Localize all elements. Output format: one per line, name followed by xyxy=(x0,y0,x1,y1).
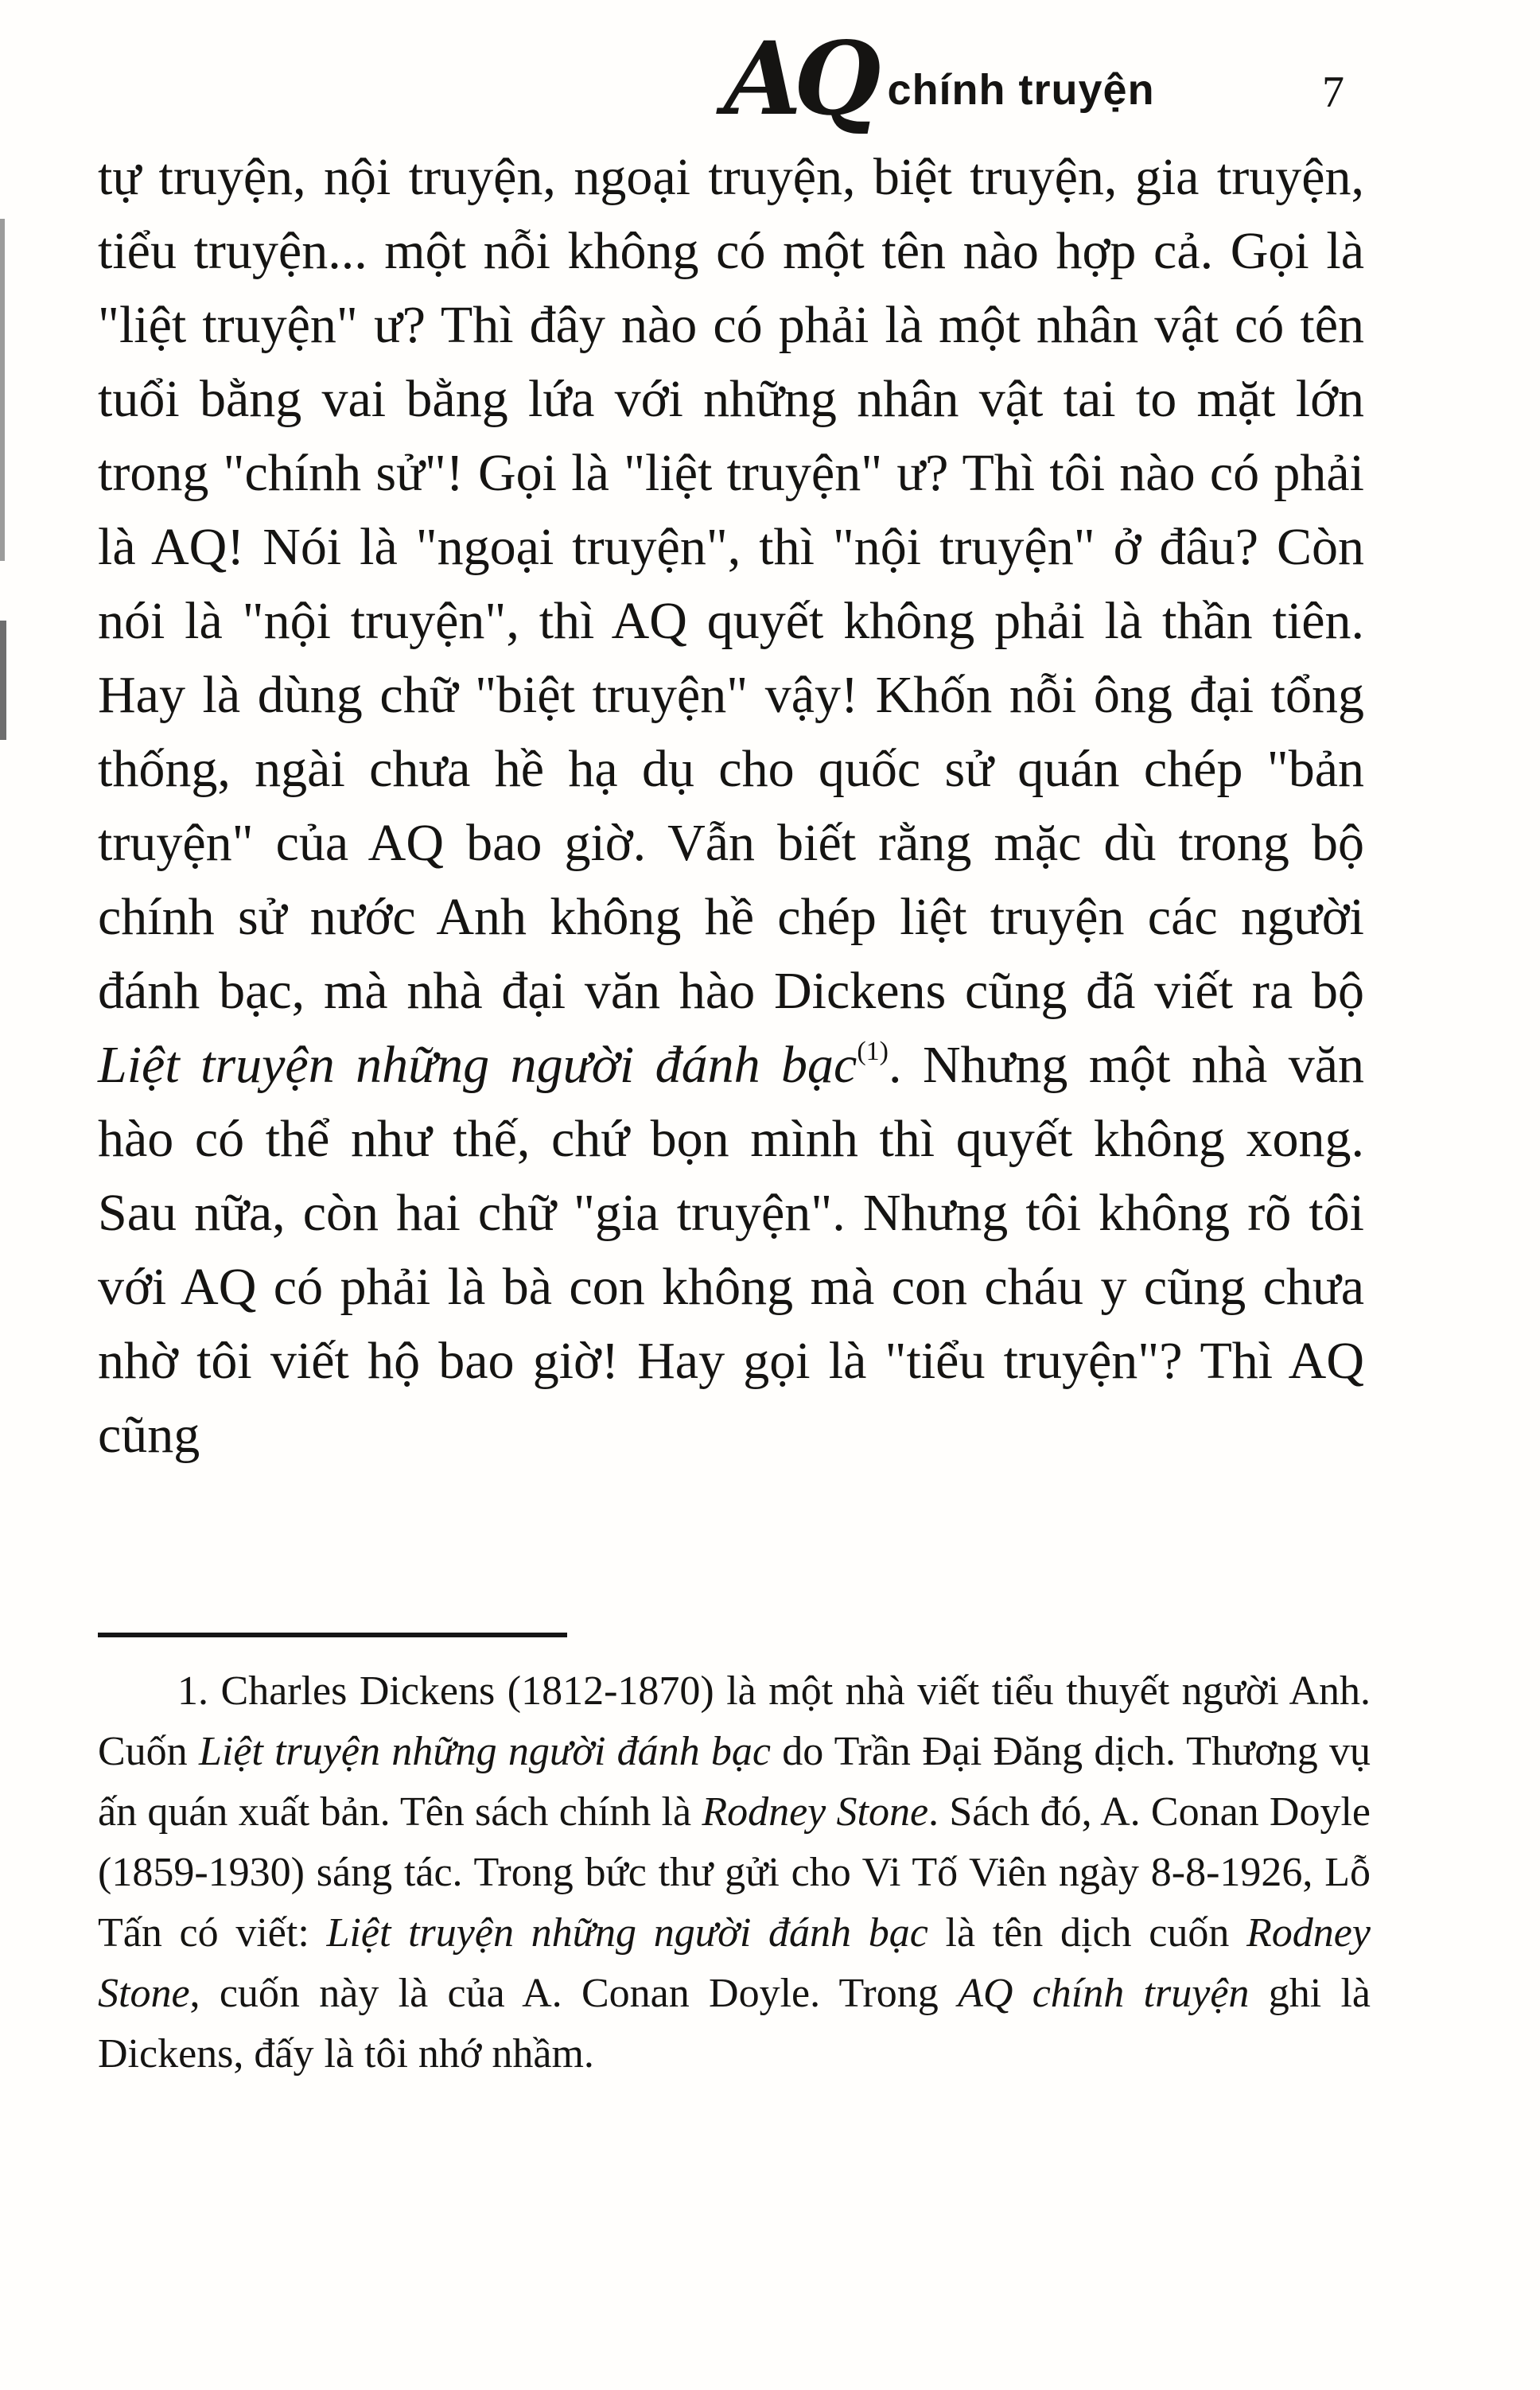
footnote-segment: do Trần Đại Đăng dịch. Thương vụ ấn quán xuất bản. Tên sách chính là xyxy=(98,1729,1371,1835)
aq-logo: AQ xyxy=(724,20,873,138)
body-paragraph xyxy=(98,140,1364,1472)
page-number: 7 xyxy=(1322,68,1344,117)
book-title-italic: Liệt truyện những người đánh bạc xyxy=(98,1036,858,1094)
footnote-reference: (1) xyxy=(857,1037,889,1066)
body-text xyxy=(98,140,1364,1472)
scan-edge-artifact xyxy=(0,219,5,561)
scan-edge-artifact xyxy=(0,621,6,740)
body-segment: tự truyện, nội truyện, ngoại truyện, biệt truyện, gia truyện, tiểu truyện... một nỗi không có một tên nào hợp cả. Gọi là "liệt truyện" ư? Thì đây nào có phải là một nhân vật có tên tuổi bằng vai bằng lứa với những nhân vật tai to mặt lớn trong "chính sử"! Gọi là "liệt truyện" ư? Thì tôi nào có phải là AQ! Nói là "ngoại truyện", thì "nội truyện" ở đâu? Còn nói là "nội truyện", thì AQ quyết không phải là thần tiên. Hay là dùng chữ "biệt truyện" vậy! Khốn nỗi ông đại tổng thống, ngài chưa hề hạ dụ cho quốc sử quán chép "bản truyện" của AQ bao giờ. Vẫn biết rằng mặc dù trong bộ chính sử nước Anh không hề chép liệt truyện các người đánh bạc, mà nhà đại văn hào Dickens cũng đã viết ra bộ xyxy=(98,148,1364,1020)
book-title-italic: Liệt truyện những người đánh bạc xyxy=(198,1729,772,1774)
book-title-italic: Rodney Stone xyxy=(98,1910,1371,2016)
running-title xyxy=(724,20,1155,138)
body-segment: . Nhưng một nhà văn hào có thể như thế, chứ bọn mình thì quyết không xong. Sau nữa, còn hai chữ "gia truyện". Nhưng tôi không rõ tôi với AQ có phải là bà con không mà con cháu y cũng chưa nhờ tôi viết hộ bao giờ! Hay gọi là "tiểu truyện"? Thì AQ cũng xyxy=(98,1036,1364,1464)
book-title-italic: AQ chính truyện xyxy=(958,1971,1250,2016)
footnote-paragraph xyxy=(98,1661,1371,2084)
book-title-italic: Liệt truyện những người đánh bạc xyxy=(326,1910,928,1956)
book-title-italic: Rodney Stone xyxy=(702,1789,929,1835)
footnote xyxy=(98,1661,1371,2084)
footnote-segment: là tên dịch cuốn xyxy=(928,1910,1247,1956)
footnote-segment: . Sách đó, A. Conan Doyle (1859-1930) sáng tác. Trong bức thư gửi cho Vi Tố Viên ngày 8-8-1926, Lỗ Tấn có viết: xyxy=(98,1789,1371,1956)
running-title-text: chính truyện xyxy=(887,65,1155,114)
footnote-divider xyxy=(98,1633,567,1637)
footnote-segment: 1. Charles Dickens (1812-1870) là một nhà viết tiểu thuyết người Anh. Cuốn xyxy=(98,1668,1371,1774)
footnote-segment: ghi là Dickens, đấy là tôi nhớ nhầm. xyxy=(98,1971,1371,2077)
footnote-segment: , cuốn này là của A. Conan Doyle. Trong xyxy=(189,1971,959,2016)
